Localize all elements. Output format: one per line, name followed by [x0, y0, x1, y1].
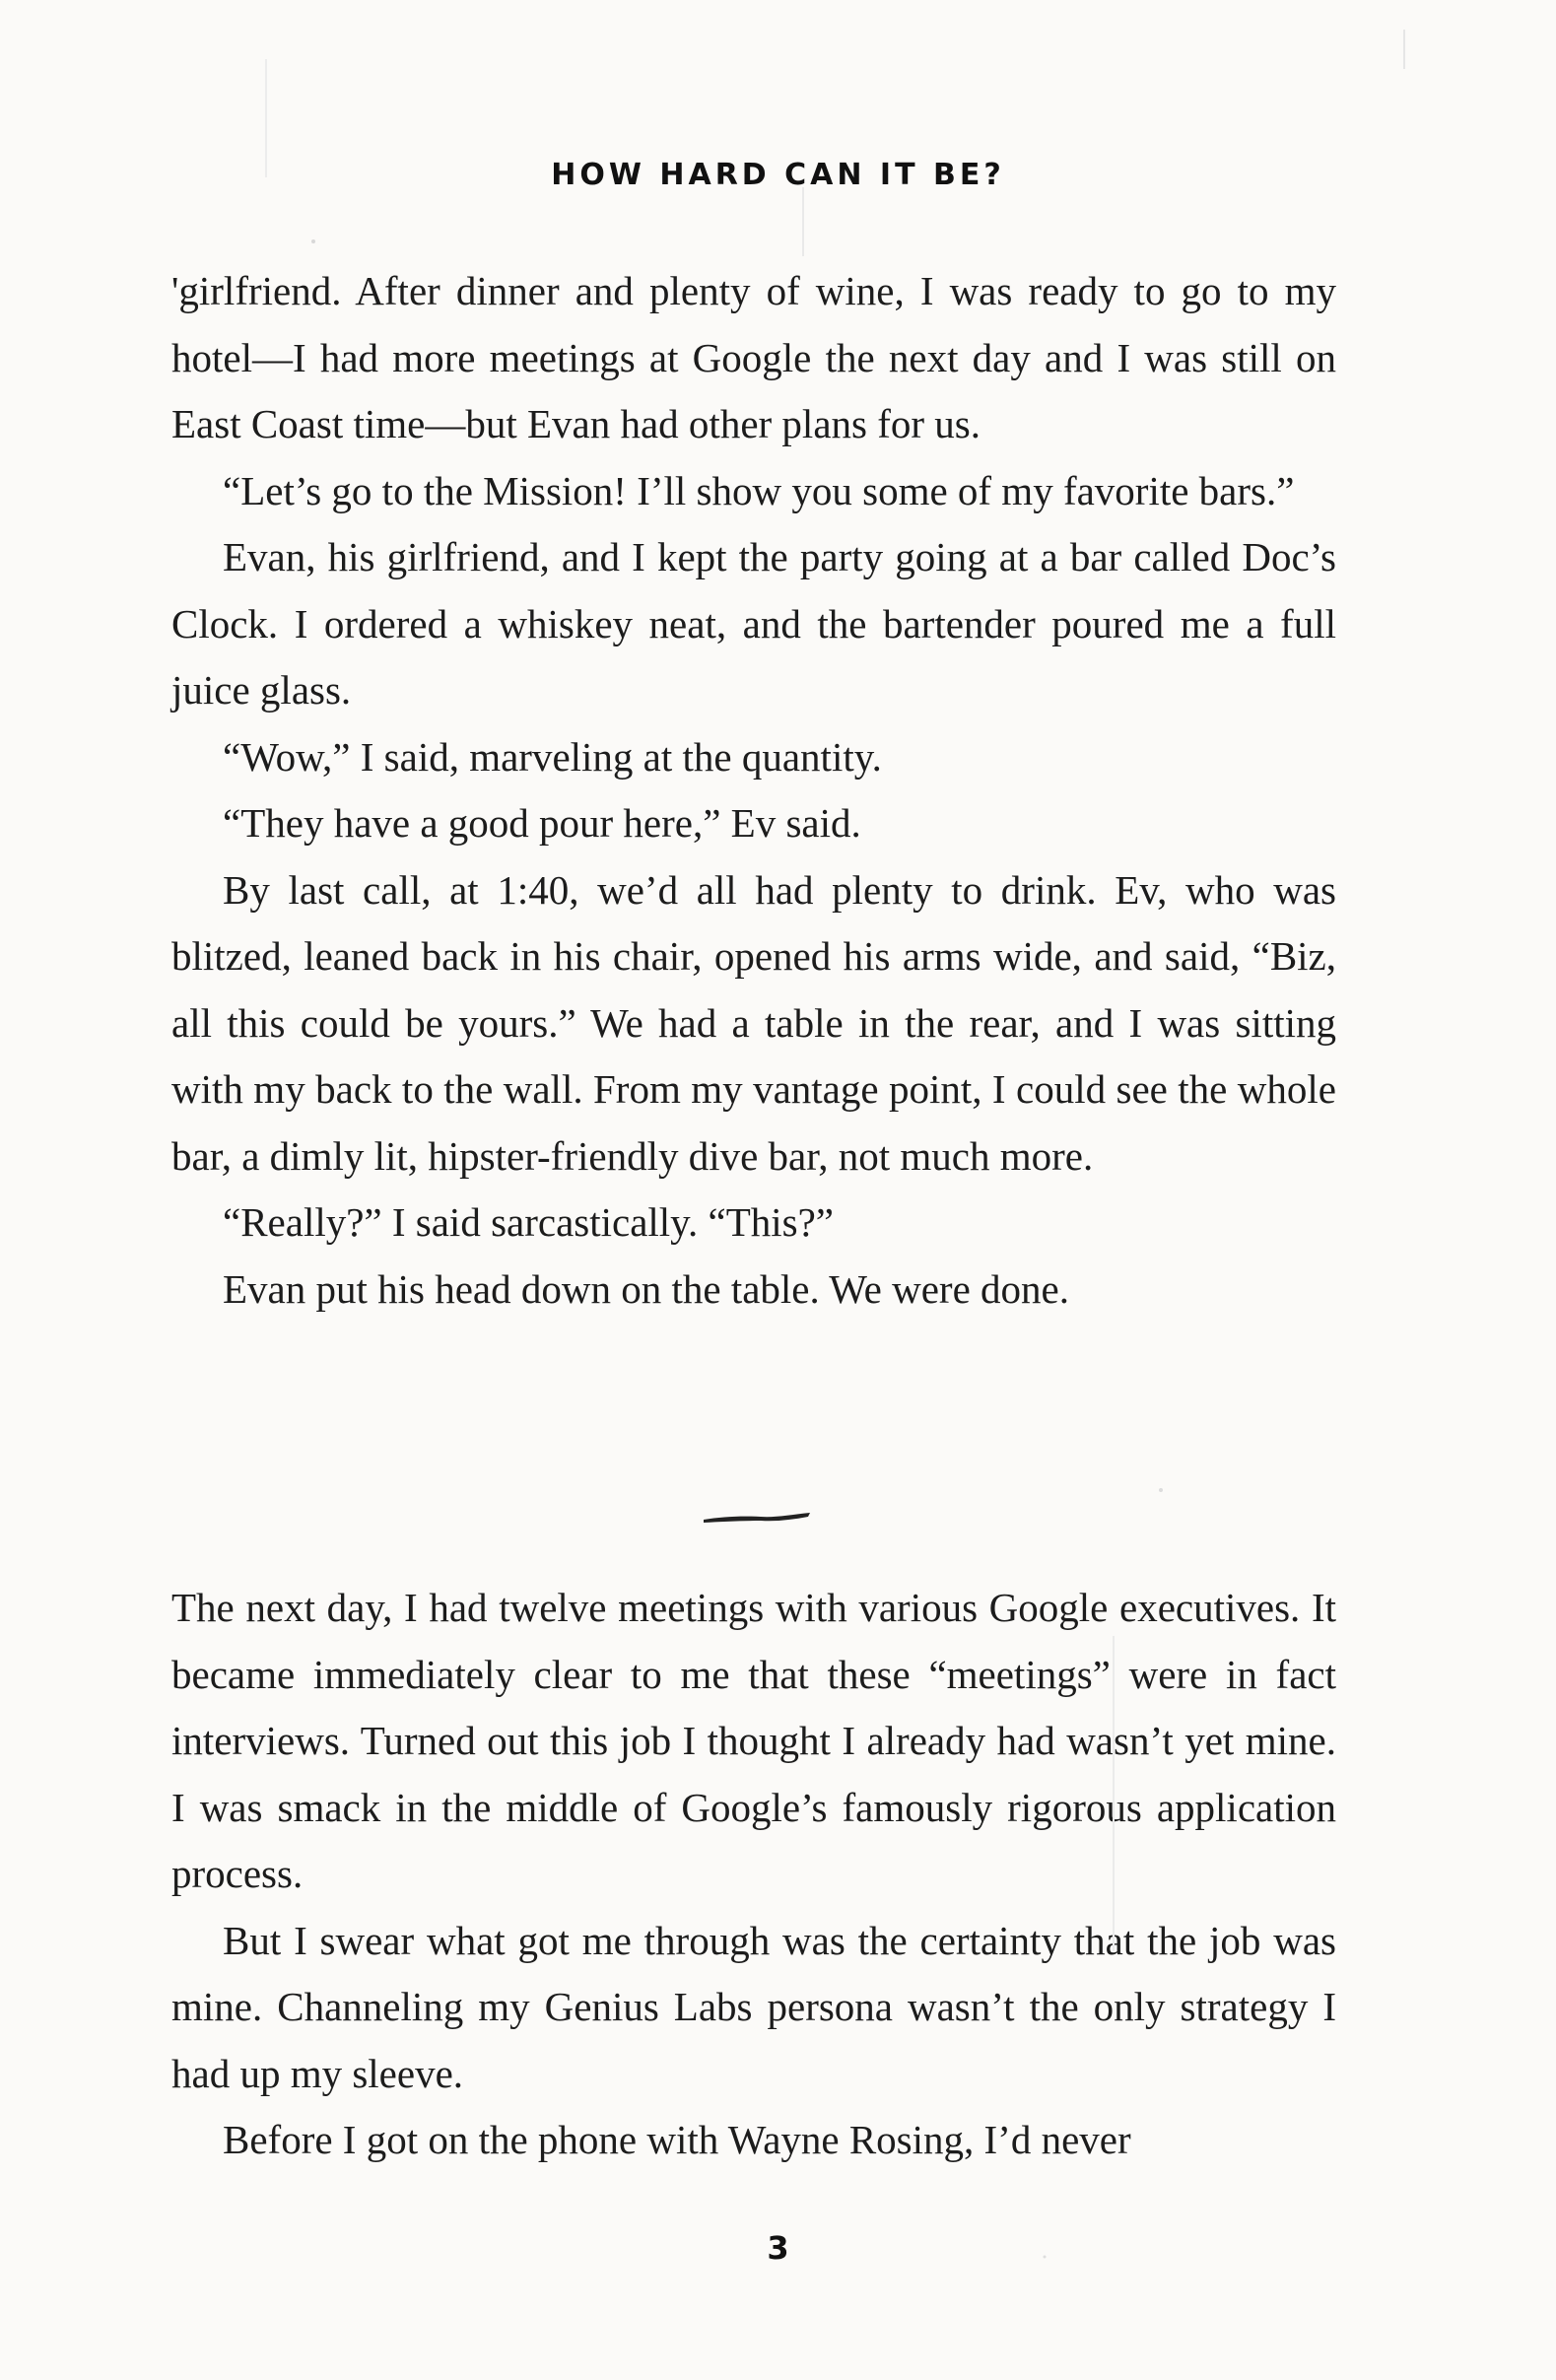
paragraph: “Let’s go to the Mission! I’ll show you some of my favorite bars.” [223, 467, 1295, 513]
running-head: HOW HARD CAN IT BE? [551, 158, 1005, 192]
paragraph: Evan, his girlfriend, and I kept the party going at a bar called Doc’s Clock. I ordered a whiskey neat, and the bartender poured me a full juice glass. [171, 534, 1336, 713]
paragraph: “They have a good pour here,” Ev said. [223, 800, 861, 846]
paragraph: By last call, at 1:40, we’d all had plenty to drink. Ev, who was blitzed, leaned back in his chair, opened his arms wide, and said, “Biz, all this could be yours.” We had a table in the rear, and I was sitting with my back to the wall. From my vantage point, I could see the whole bar, a dimly lit, hipster-friendly dive bar, not much more. [171, 866, 1336, 1179]
section-break-ornament [702, 1512, 812, 1526]
paragraph: Evan put his head down on the table. We were done. [223, 1265, 1069, 1312]
paragraph: “Wow,” I said, marveling at the quantity. [223, 733, 882, 780]
page-number: 3 [767, 2229, 789, 2267]
paragraph: But I swear what got me through was the certainty that the job was mine. Channeling my Genius Labs persona wasn’t the only strategy I had up my sleeve. [171, 1917, 1336, 2096]
paragraph: “Really?” I said sarcastically. “This?” [223, 1199, 835, 1245]
paragraph: Before I got on the phone with Wayne Rosing, I’d never [223, 2117, 1131, 2162]
text-block-after-break [171, 1575, 1336, 2174]
paragraph: The next day, I had twelve meetings with various Google executives. It became immediately clear to me that these “meetings” were in fact interviews. Turned out this job I thought I already had wasn’t yet mine. I was smack in the middle of Google’s famously rigorous application process. [171, 1585, 1336, 1896]
paragraph: 'girlfriend. After dinner and plenty of wine, I was ready to go to my hotel—I had more meetings at Google the next day and I was still on East Coast time—but Evan had other plans for us. [171, 268, 1336, 446]
text-block-before-break [171, 258, 1336, 1323]
